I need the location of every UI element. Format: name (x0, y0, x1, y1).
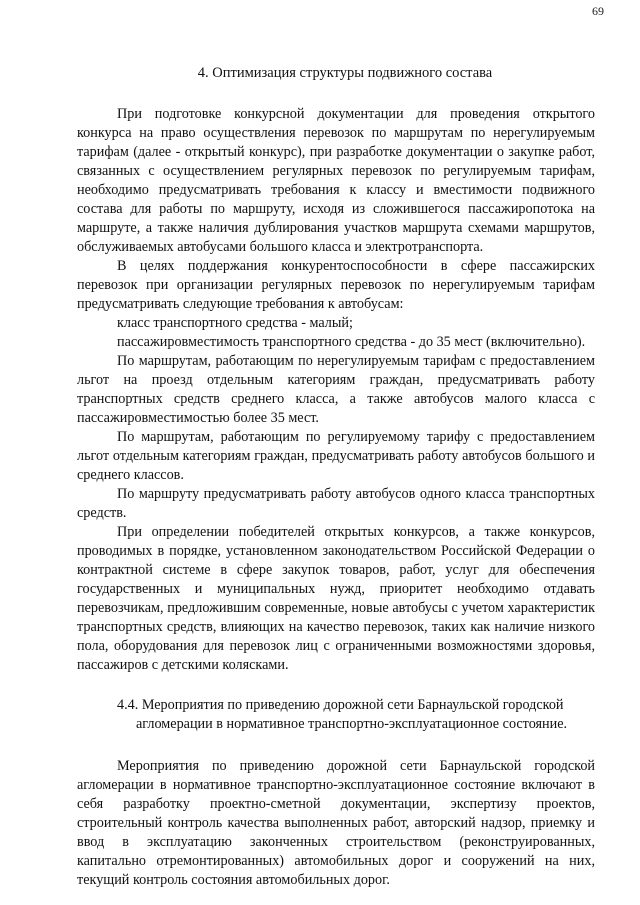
paragraph: класс транспортного средства - малый; (117, 315, 353, 331)
document-body (77, 64, 595, 890)
paragraph: Мероприятия по приведению дорожной сети Барнаульской городской агломерации в нормативное транспортно-эксплуатационное состояние включают в себя разработку проектно-сметной документации, экспертизу проектов, строительный контроль качества выполненных работ, авторский надзор, приемку и ввод в эксплуатацию законченных строительством (реконструированных, капитально отремонтированных) автомобильных дорог и сооружений на них, текущий контроль состояния автомобильных дорог. (77, 758, 595, 888)
paragraph: По маршрутам, работающим по нерегулируемым тарифам с предоставлением льгот на проезд отдельным категориям граждан, предусматривать работу транспортных средств среднего класса, а также автобусов малого класса с пассажировместимостью более 35 мест. (77, 353, 595, 426)
paragraph: В целях поддержания конкурентоспособности в сфере пассажирских перевозок при организации регулярных перевозок по нерегулируемым тарифам предусматривать следующие требования к автобусам: (77, 258, 595, 312)
paragraph: При определении победителей открытых конкурсов, а также конкурсов, проводимых в порядке, установленном законодательством Российской Федерации о контрактной системе в сфере закупок товаров, работ, услуг для обеспечения государственных и муниципальных нужд, приоритет необходимо отдавать перевозчикам, предложившим современные, новые автобусы с учетом характеристик транспортных средств, влияющих на качество перевозок, таких как наличие низкого пола, оборудования для перевозок лиц с ограниченными возможностями здоровья, пассажиров с детскими колясками. (77, 524, 595, 673)
paragraph: При подготовке конкурсной документации для проведения открытого конкурса на право осуществления перевозок по маршрутам по нерегулируемым тарифам (далее - открытый конкурс), при разработке документации о закупке работ, связанных с осуществлением регулярных перевозок по регулируемым тарифам, необходимо предусматривать требования к классу и вместимости подвижного состава для работы по маршруту, исходя из сложившегося пассажиропотока на маршруте, а также наличия дублирования участков маршрута схемами маршрутов, обслуживаемых автобусами большого класса и электротранспорта. (77, 106, 595, 255)
subsection-title-line: агломерации в нормативное транспортно-эксплуатационное состояние. (136, 716, 568, 732)
paragraph: По маршруту предусматривать работу автобусов одного класса транспортных средств. (77, 486, 595, 521)
paragraph: пассажировместимость транспортного средства - до 35 мест (включительно). (117, 334, 586, 350)
paragraph: По маршрутам, работающим по регулируемому тарифу с предоставлением льгот отдельным категориям граждан, предусматривать работу автобусов большого и среднего классов. (77, 429, 595, 483)
page-number: 69 (592, 4, 604, 18)
section-title: 4. Оптимизация структуры подвижного состава (197, 65, 493, 81)
subsection-title (77, 696, 595, 734)
subsection-title-line: 4.4. Мероприятия по приведению дорожной сети Барнаульской городской (117, 697, 564, 713)
